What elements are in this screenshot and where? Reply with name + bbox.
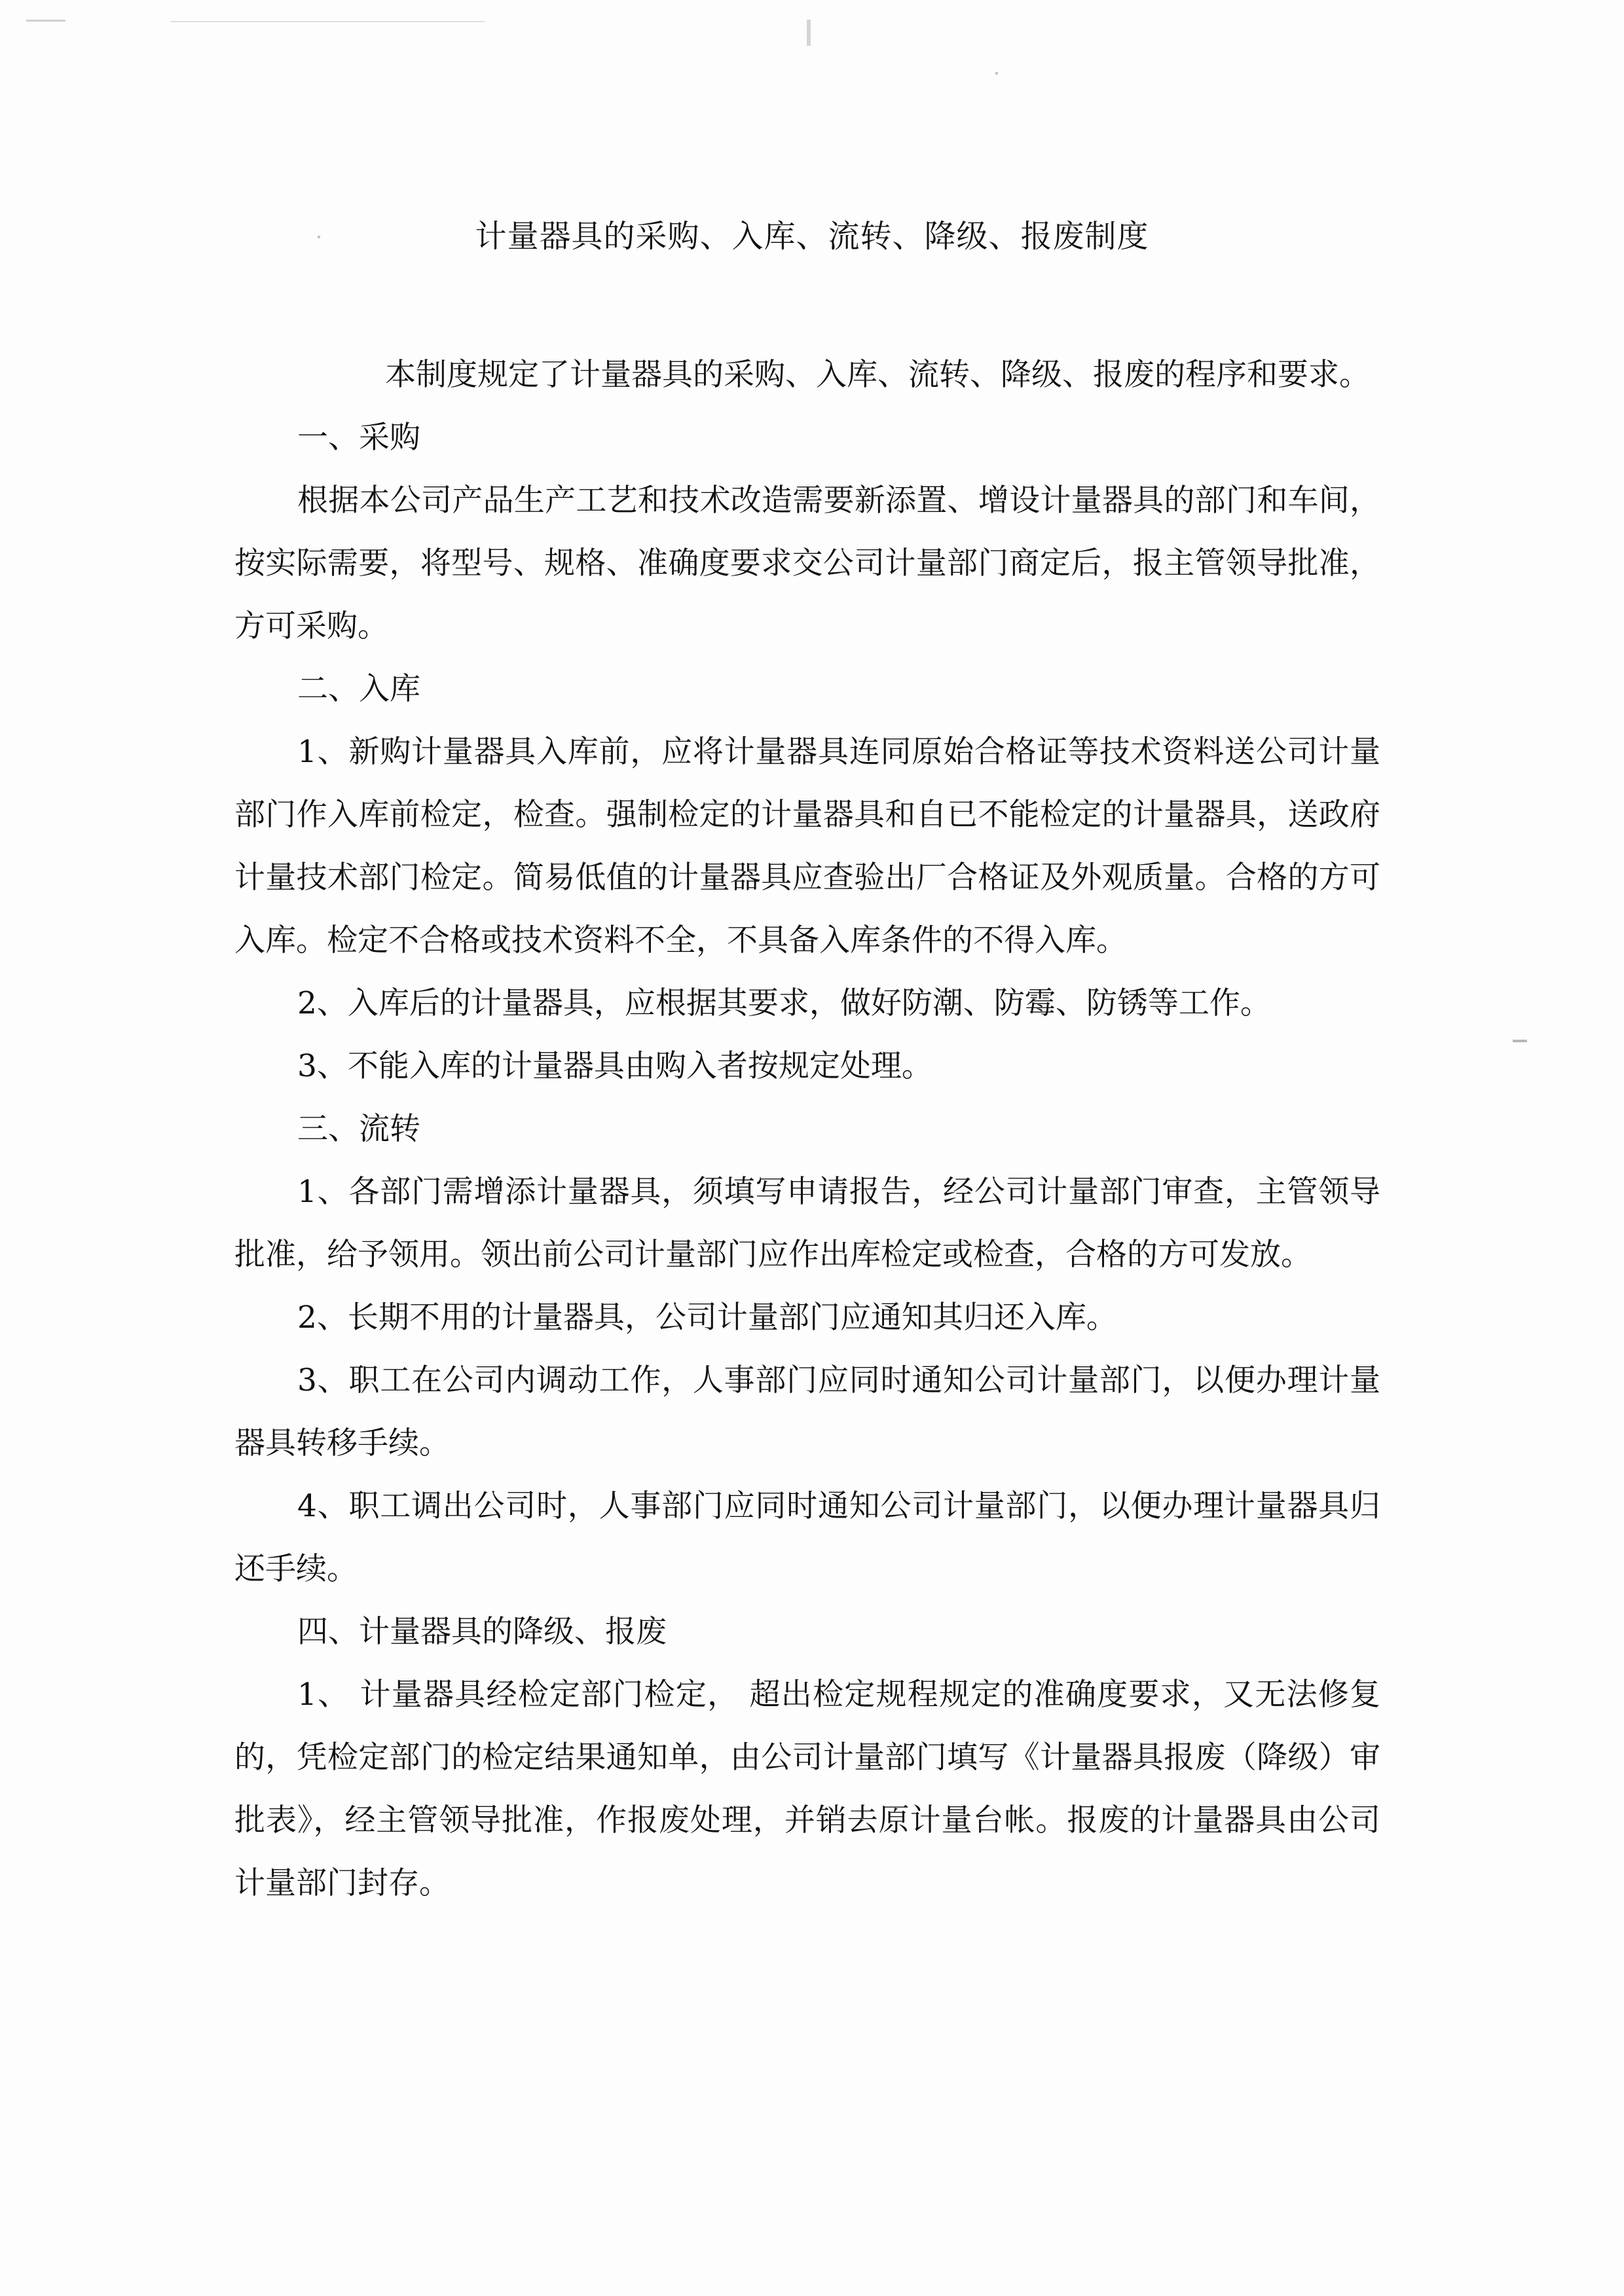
circulation-item: 1、各部门需增添计量器具，须填写申请报告，经公司计量部门审查，主管领导批准，给予领用。领出前公司计量部门应作出库检定或检查，合格的方可发放。 <box>234 1174 1380 1273</box>
section-heading-circulation: 三、流转 <box>297 1111 420 1147</box>
purchase-paragraph: 根据本公司产品生产工艺和技术改造需要新添置、增设计量器具的部门和车间，按实际需要，将型号、规格、准确度要求交公司计量部门商定后，报主管领导批准，方可采购。 <box>234 483 1380 644</box>
scan-mark <box>170 21 485 22</box>
document-body <box>234 344 1380 1915</box>
scan-mark <box>1513 1040 1527 1042</box>
section-heading-scrap: 四、计量器具的降级、报废 <box>297 1614 667 1650</box>
scan-mark <box>995 72 998 75</box>
document-title: 计量器具的采购、入库、流转、降级、报废制度 <box>475 218 1149 255</box>
scan-mark <box>807 20 811 46</box>
section-heading-storage: 二、入库 <box>297 671 420 707</box>
circulation-item: 2、长期不用的计量器具，公司计量部门应通知其归还入库。 <box>297 1300 1117 1336</box>
storage-item: 1、新购计量器具入库前，应将计量器具连同原始合格证等技术资料送公司计量部门作入库前检定，检查。强制检定的计量器具和自已不能检定的计量器具，送政府计量技术部门检定。简易低值的计量器具应查验出厂合格证及外观质量。合格的方可入库。检定不合格或技术资料不全，不具备入库条件的不得入库。 <box>234 734 1380 958</box>
storage-item: 3、不能入库的计量器具由购入者按规定处理。 <box>297 1048 932 1084</box>
circulation-item: 4、职工调出公司时，人事部门应同时通知公司计量部门，以便办理计量器具归还手续。 <box>234 1488 1380 1587</box>
storage-item: 2、入库后的计量器具，应根据其要求，做好防潮、防霉、防锈等工作。 <box>297 985 1271 1021</box>
circulation-item: 3、职工在公司内调动工作，人事部门应同时通知公司计量部门，以便办理计量器具转移手续。 <box>234 1362 1380 1461</box>
scrap-item: 1、 计量器具经检定部门检定， 超出检定规程规定的准确度要求，又无法修复的，凭检定部门的检定结果通知单，由公司计量部门填写《计量器具报废（降级）审批表》，经主管领导批准，作报废处理，并销去原计量台帐。报废的计量器具由公司计量部门封存。 <box>234 1677 1380 1901</box>
intro-paragraph: 本制度规定了计量器具的采购、入库、流转、降级、报废的程序和要求。 <box>385 357 1370 393</box>
section-heading-purchase: 一、采购 <box>297 420 420 456</box>
scan-mark <box>26 20 65 22</box>
